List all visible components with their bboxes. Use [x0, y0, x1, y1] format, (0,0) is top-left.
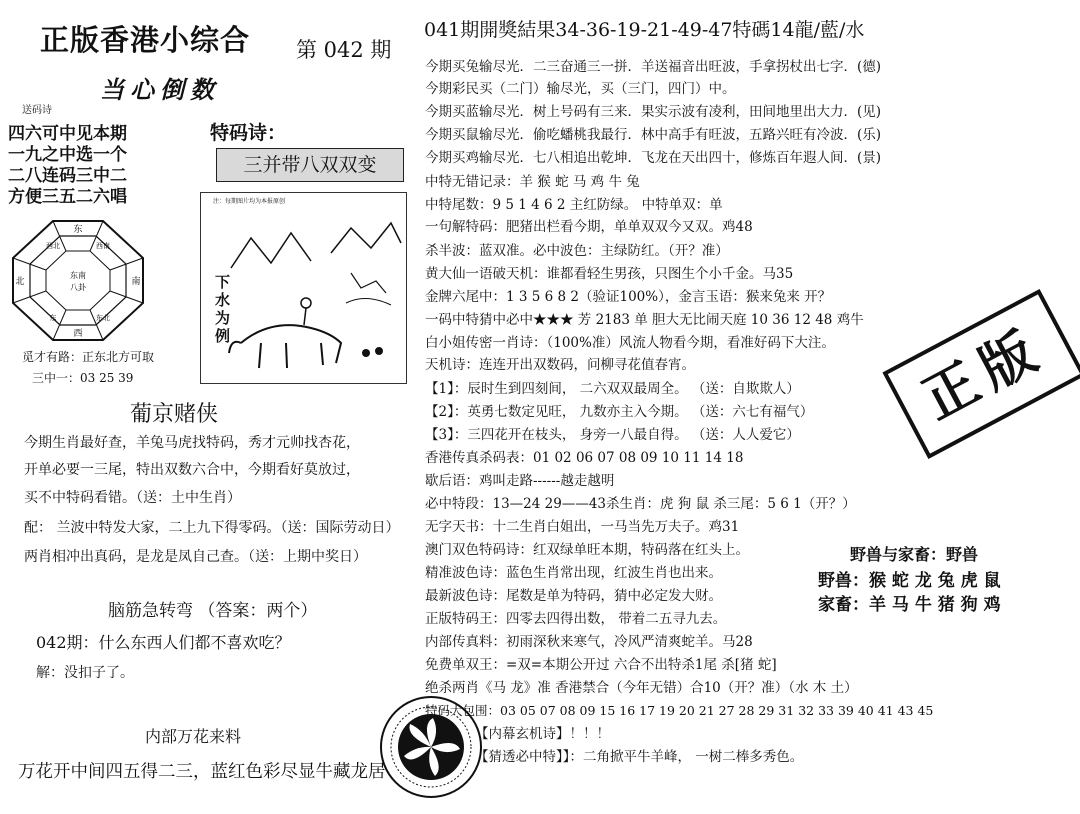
compass-label: 东 [49, 314, 57, 322]
info-line: 一句解特码：肥猪出栏看今期，单单双双今又双。鸡48 [425, 219, 753, 235]
issue-number: 第 042 期 [296, 38, 392, 62]
animals-title: 野兽与家畜：野兽 [850, 545, 979, 564]
compass-label: 西 [73, 329, 83, 339]
info-line: 【猜透必中特】】：二角掀平牛羊峰， 一树二棒多秀色。 [475, 749, 804, 765]
info-line: 特码大包围：03 05 07 08 09 15 16 17 19 20 21 27 28 29 31 32 33 39 40 41 43 45 [425, 703, 934, 718]
picture-caption: 下水为例 [215, 273, 231, 345]
landscape-picture [200, 192, 407, 384]
info-line: 杀半波：蓝双准。必中波色：主绿防红。（开？准） [425, 243, 729, 259]
poem-tag: 送码诗 [22, 105, 52, 116]
gamble-line: 配： 兰波中特发大家，二上九下得零码。（送：国际劳动日） [24, 520, 400, 536]
direction-text: 觅才有路：正东北方可取 [22, 350, 155, 364]
tema-poem-box: 三并带八双双变 [216, 148, 404, 182]
info-line: 最新波色诗：尾数是单为特码，猜中必定发大财。 [425, 588, 722, 604]
compass-label: 西南 [96, 242, 110, 250]
compass-label: 北 [15, 277, 25, 287]
left-poem-line: 一九之中选一个 [8, 145, 127, 165]
compass-label: 南 [131, 277, 141, 287]
info-line: 【1】：辰时生到四刻间， 二六双双最周全。 （送：自欺欺人） [425, 381, 800, 397]
gamble-line: 今期生肖最好查，羊兔马虎找特码，秀才元帅找杏花， [24, 435, 360, 451]
results-line: 041期開獎結果34-36-19-21-49-47特碼14龍/藍/水 [424, 19, 865, 41]
info-line: 今期买兔输尽光．二三奋通三一拼．羊送福音出旺波，手拿拐杖出七字．(德) [425, 59, 882, 75]
info-line: 内部传真料：初雨深秋来寒气，冷风严清爽蛇羊。马28 [425, 634, 753, 650]
flowers-line: 万花开中间四五得二三，蓝红色彩尽显牛藏龙居 [18, 762, 386, 782]
info-line: 白小姐传密一肖诗：（100%准）风流人物看今期，看准好码下大注。 [425, 335, 835, 351]
info-line: 【2】：英勇七数定见旺， 九数亦主入今期。 （送：六七有福气） [425, 404, 814, 420]
info-line: 【内幕玄机诗】！！！ [475, 726, 610, 742]
info-line: 今期买鸡输尽光．七八相追出乾坤．飞龙在天出四十，修炼百年遐人间．(景) [425, 150, 882, 166]
page-title: 正版香港小综合 [40, 23, 251, 57]
info-line: 金牌六尾中：1 3 5 6 8 2（验证100%），金言玉语：猴来兔来 开？ [425, 289, 832, 305]
info-line: 免费单双王：=双=本期公开过 六合不出特杀1尾 杀[猪 蛇] [425, 657, 777, 673]
compass-label: 八卦 [70, 283, 86, 292]
info-line: 一码中特猜中必中★★★ 芳 2183 单 胆大无比闹天庭 10 36 12 48 鸡牛 [425, 312, 864, 328]
compass-label: 西北 [46, 242, 60, 250]
info-line: 歇后语：鸡叫走路------越走越明 [425, 473, 615, 489]
info-line: 绝杀两肖《马 龙》准 香港禁合（今年无错）合10（开？准）（水 木 土） [425, 680, 858, 696]
info-line: 中特尾数：9 5 1 4 6 2 主红防绿。 中特单双：单 [425, 197, 723, 213]
compass-label: 东南 [70, 271, 86, 280]
section-title-gamble: 葡京赌侠 [130, 402, 219, 427]
info-line: 澳门双色特码诗：红双绿单旺本期，特码落在红头上。 [425, 542, 749, 558]
info-line: 精准波色诗：蓝色生肖常出现，红波生肖也出来。 [425, 565, 722, 581]
info-line: 天机诗：连连开出双数码，问柳寻花值春宵。 [425, 357, 695, 373]
info-line: 【3】：三四花开在枝头， 身旁一八最自得。 （送：人人爱它） [425, 427, 800, 443]
gamble-line: 开单必要一三尾，特出双数六合中，今期看好莫放过， [24, 462, 360, 478]
info-line: 今期买蓝输尽光．树上号码有三来．果实示波有凌利，田间地里出大力．(见) [425, 104, 882, 120]
info-line: 今期彩民买（二门）输尽光，买（三门，四门）中。 [425, 81, 736, 97]
calligraphy-title: 当心倒数 [100, 75, 220, 104]
gamble-line: 买不中特码看错。（送：土中生肖） [24, 490, 241, 506]
bagua-compass-diagram [8, 218, 148, 343]
riddle-answer: 解：没扣子了。 [36, 665, 134, 681]
info-line: 香港传真杀码表：01 02 06 07 08 09 10 11 14 18 [425, 450, 744, 466]
info-line: 无字天书：十二生肖白姐出，一马当先万夫子。鸡31 [425, 519, 740, 535]
picture-note: 注：每期图片均为本报原创 [213, 198, 286, 205]
compass-label: 东北 [96, 314, 110, 322]
riddle-title: 脑筋急转弯 （答案：两个） [108, 601, 318, 621]
compass-label: 东 [73, 225, 83, 235]
tema-poem-label: 特码诗： [210, 122, 287, 144]
info-line: 今期买鼠输尽光．偷吃蟠桃我最行．林中高手有旺波，五路兴旺有冷波．(乐) [425, 127, 882, 143]
animals-wild: 野兽：猴 蛇 龙 兔 虎 鼠 [818, 571, 1001, 591]
left-poem [8, 124, 168, 208]
info-line: 正版特码王：四零去四得出数， 带着二五寻九去。 [425, 611, 727, 627]
left-poem-line: 二八连码三中二 [8, 166, 127, 186]
left-poem-line: 方便三五二六唱 [8, 187, 127, 207]
zhengban-stamp: 正版 [882, 289, 1080, 459]
gamble-line: 两肖相冲出真码，是龙是凤自己查。（送：上期中奖日） [24, 549, 367, 565]
info-line: 黄大仙一语破天机：谁都看轻生男孩，只图生个小千金。马35 [425, 266, 794, 282]
flowers-title: 内部万花来料 [145, 727, 242, 746]
info-line: 中特无错记录：羊 猴 蛇 马 鸡 牛 兔 [425, 174, 640, 190]
riddle-question: 042期：什么东西人们都不喜欢吃？ [36, 633, 291, 652]
sanzhong-text: 三中一：03 25 39 [32, 371, 134, 385]
left-poem-line: 四六可中见本期 [8, 124, 127, 144]
info-line: 必中特段：13—24 29——43杀生肖：虎 狗 鼠 杀三尾：5 6 1（开？） [425, 496, 856, 512]
animals-domestic: 家畜：羊 马 牛 猪 狗 鸡 [818, 595, 1001, 615]
